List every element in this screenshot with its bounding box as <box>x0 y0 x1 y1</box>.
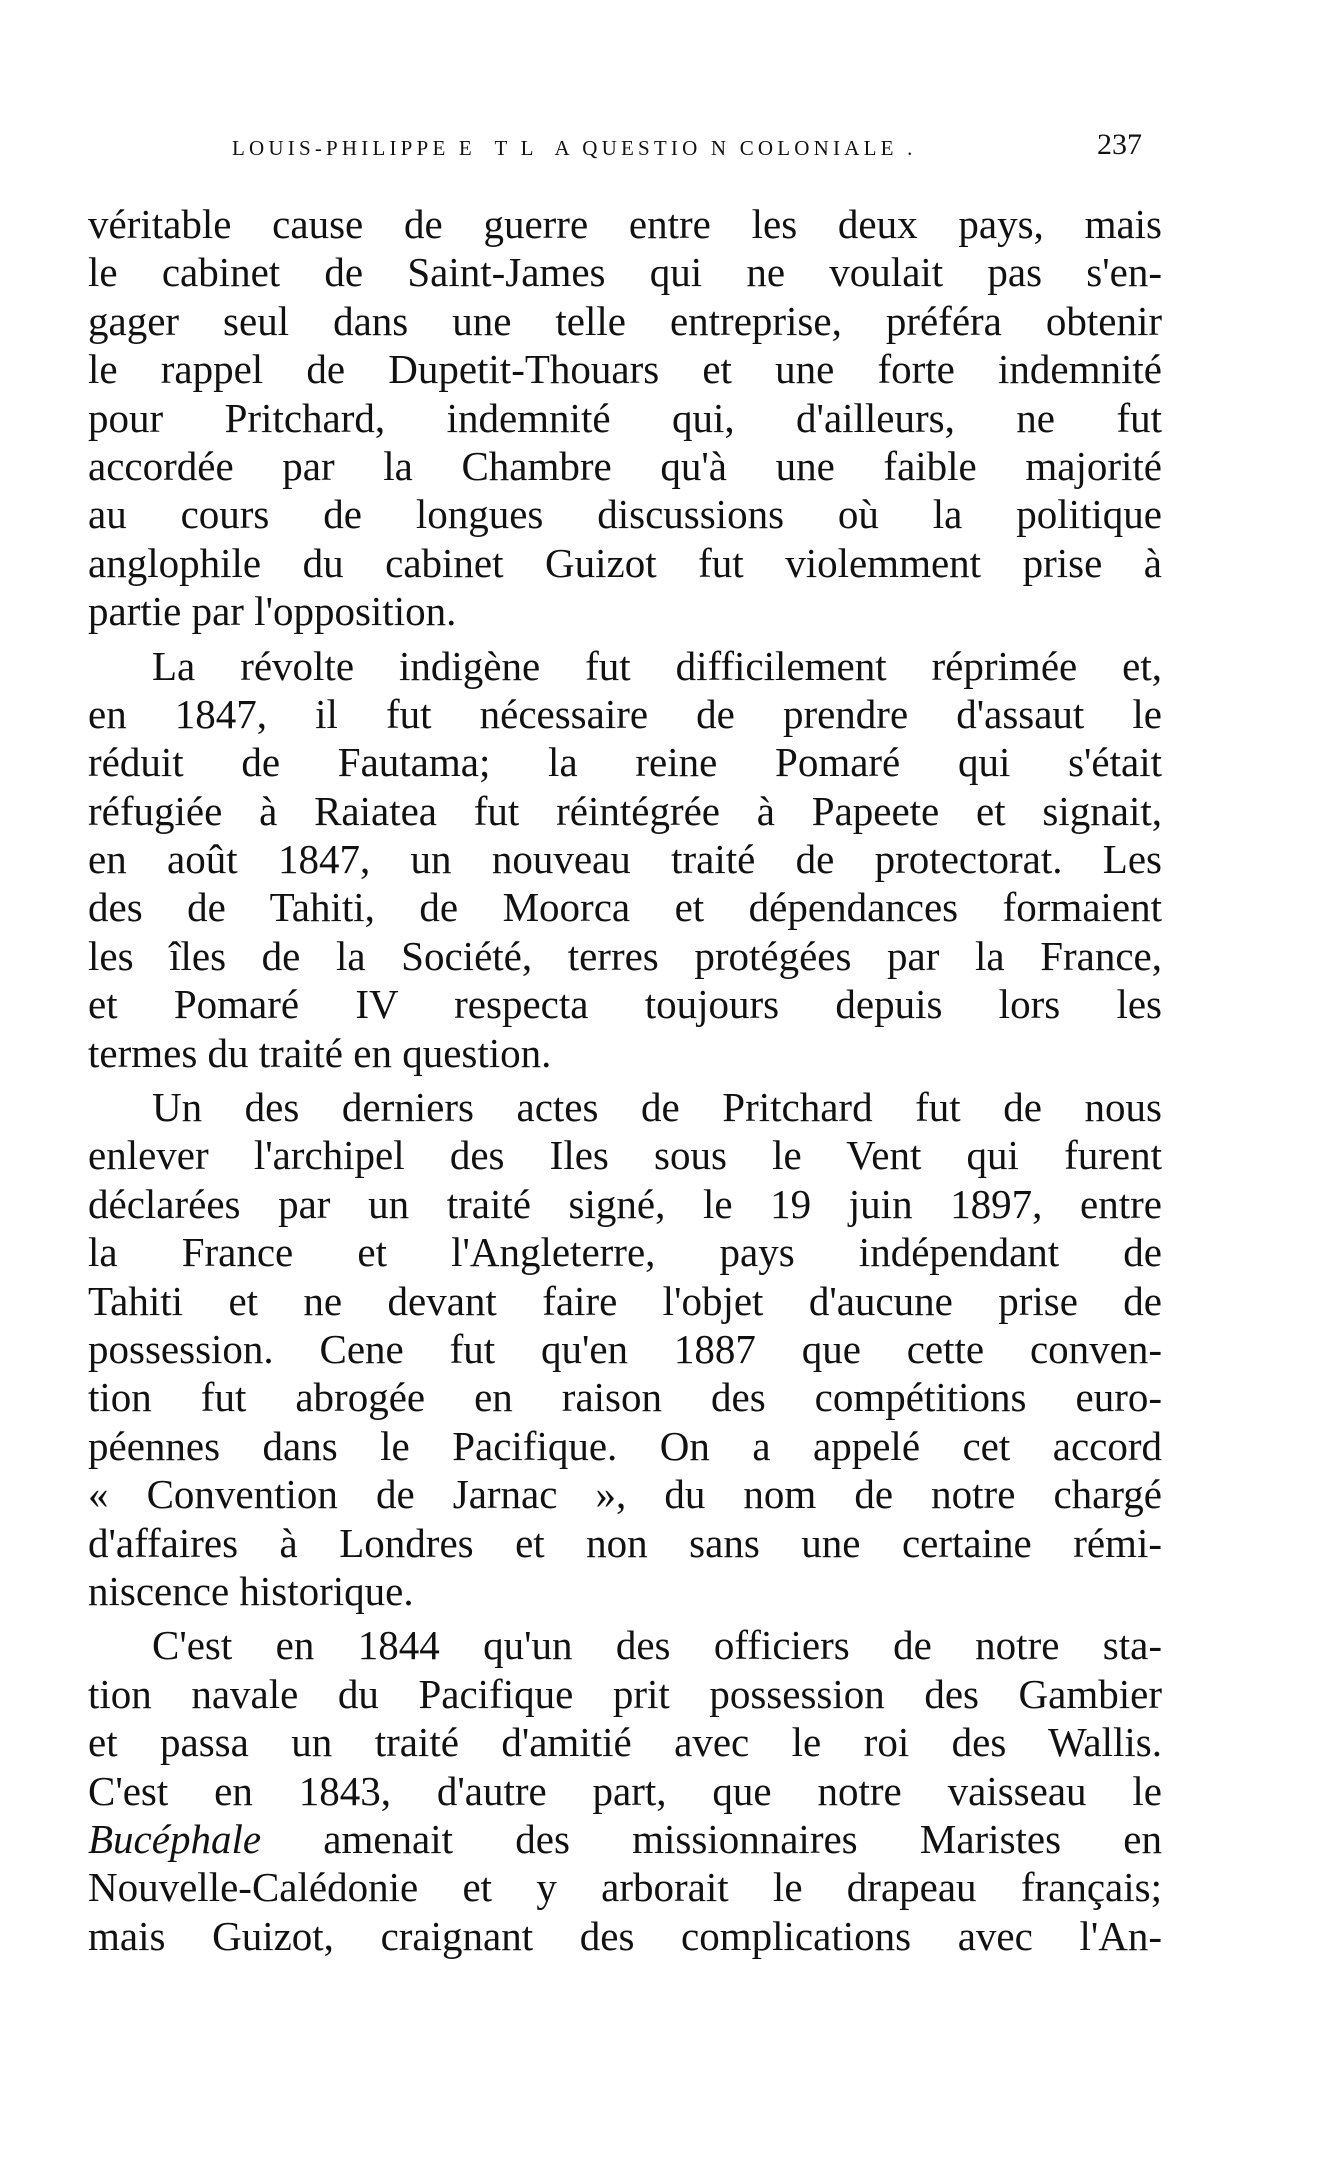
text-line: accordée par la Chambre qu'à une faible majorité <box>88 442 1162 489</box>
text-line: la France et l'Angleterre, pays indépendant de <box>88 1229 1162 1276</box>
text-line: enlever l'archipel des Iles sous le Vent qui furent <box>88 1132 1162 1179</box>
page-number: 237 <box>1097 128 1142 161</box>
running-title: LOUIS-PHILIPPE E T L A QUESTIO N COLONIALE . <box>232 136 917 160</box>
text-line: Un des derniers actes de Pritchard fut de nous <box>152 1084 1162 1131</box>
text-line: partie par l'opposition. <box>88 588 457 635</box>
text-line: tion fut abrogée en raison des compétitions euro- <box>88 1374 1162 1421</box>
body-text <box>88 200 1162 1966</box>
paragraph-1 <box>88 200 1162 636</box>
text-line: en 1847, il fut nécessaire de prendre d'assaut le <box>88 690 1162 737</box>
text-line: Nouvelle-Calédonie et y arborait le drapeau français; <box>88 1864 1162 1911</box>
text-run: amenait des missionnaires Maristes en <box>261 1815 1162 1862</box>
text-line: C'est en 1843, d'autre part, que notre vaisseau le <box>88 1767 1162 1814</box>
text-line: possession. Cene fut qu'en 1887 que cette conven- <box>88 1325 1162 1372</box>
text-line: déclarées par un traité signé, le 19 juin 1897, entre <box>88 1180 1162 1227</box>
text-line: en août 1847, un nouveau traité de protectorat. Les <box>88 836 1162 883</box>
text-line: réduit de Fautama; la reine Pomaré qui s'était <box>88 739 1162 786</box>
text-line: pour Pritchard, indemnité qui, d'ailleurs, ne fut <box>88 394 1162 441</box>
text-line: réfugiée à Raiatea fut réintégrée à Papeete et signait, <box>88 787 1162 834</box>
text-line: niscence historique. <box>88 1567 414 1614</box>
text-line: le cabinet de Saint-James qui ne voulait pas s'en- <box>88 249 1162 296</box>
running-head <box>232 128 1142 168</box>
text-line: au cours de longues discussions où la politique <box>88 491 1162 538</box>
text-line: et Pomaré IV respecta toujours depuis lors les <box>88 981 1162 1028</box>
text-line: et passa un traité d'amitié avec le roi des Wallis. <box>88 1719 1162 1766</box>
text-line: d'affaires à Londres et non sans une certaine rémi- <box>88 1519 1162 1566</box>
paragraph-2 <box>88 642 1162 1078</box>
text-line: Tahiti et ne devant faire l'objet d'aucune prise de <box>88 1277 1162 1324</box>
text-line: mais Guizot, craignant des complications avec l'An- <box>88 1912 1162 1959</box>
text-line: termes du traité en question. <box>88 1029 552 1076</box>
text-line: La révolte indigène fut difficilement réprimée et, <box>152 642 1162 689</box>
text-line: « Convention de Jarnac », du nom de notre chargé <box>88 1471 1162 1518</box>
text-line: des de Tahiti, de Moorca et dépendances formaient <box>88 884 1162 931</box>
paragraph-3 <box>88 1083 1162 1615</box>
text-line: les îles de la Société, terres protégées par la France, <box>88 932 1162 979</box>
text-line: gager seul dans une telle entreprise, préféra obtenir <box>88 297 1162 344</box>
text-line: véritable cause de guerre entre les deux pays, mais <box>88 201 1162 247</box>
text-line: C'est en 1844 qu'un des officiers de notre sta- <box>152 1622 1162 1669</box>
ship-name: Bucéphale <box>88 1815 262 1862</box>
text-line-with-ship-name <box>88 1815 1162 1863</box>
text-line: le rappel de Dupetit-Thouars et une forte indemnité <box>88 346 1162 393</box>
text-line: anglophile du cabinet Guizot fut violemment prise à <box>88 539 1162 586</box>
text-line: tion navale du Pacifique prit possession des Gambier <box>88 1670 1162 1717</box>
text-line: péennes dans le Pacifique. On a appelé cet accord <box>88 1422 1162 1469</box>
paragraph-4 <box>88 1621 1162 1960</box>
